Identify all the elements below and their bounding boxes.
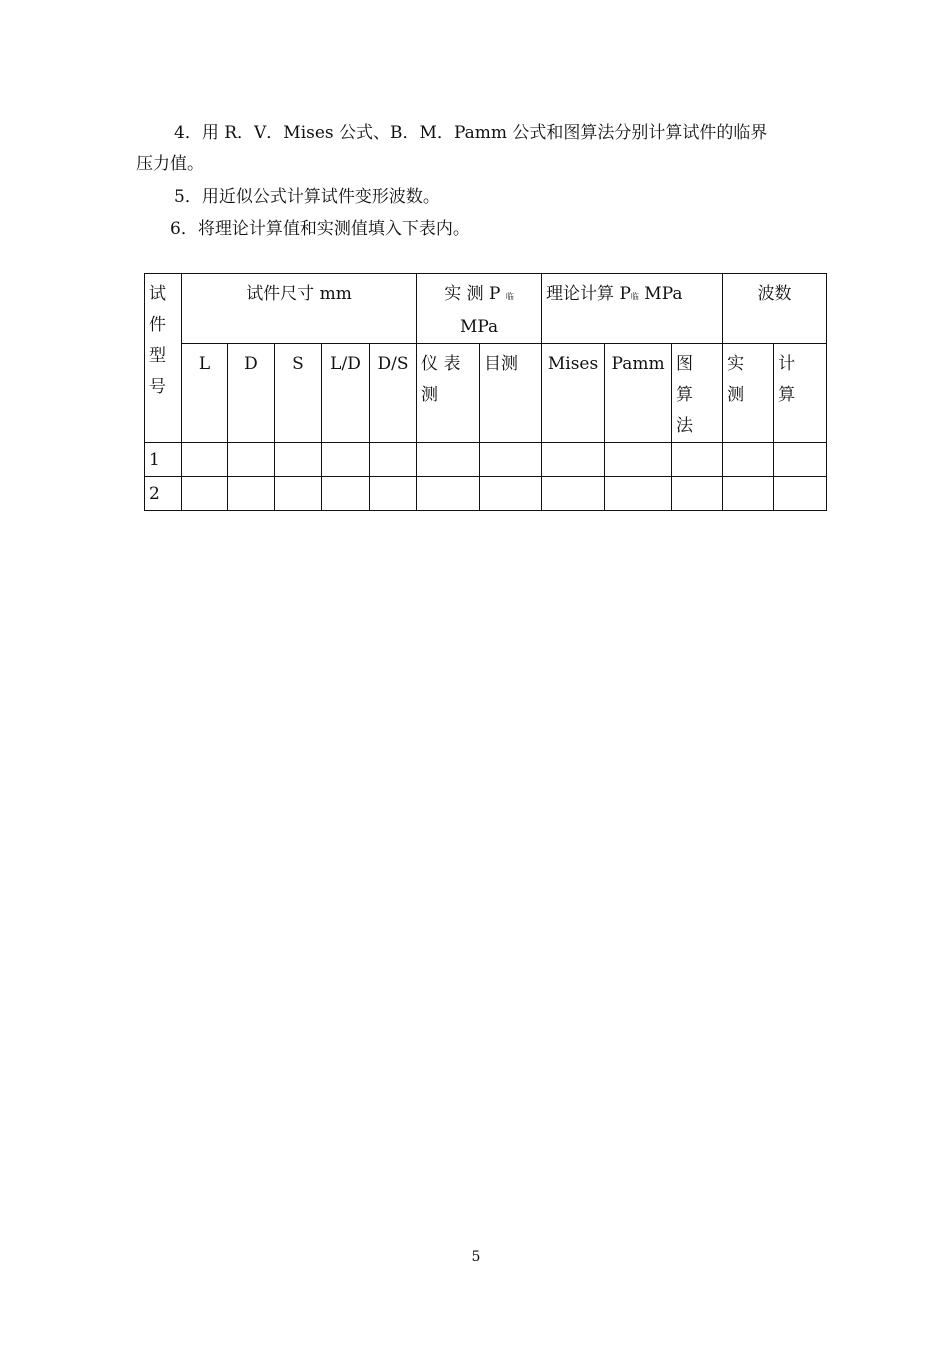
row-number: 2: [145, 477, 182, 511]
header-D-over-S: D/S: [370, 344, 417, 443]
paragraph-item-6: 6．将理论计算值和实测值填入下表内。: [170, 219, 470, 239]
header-visual: 目测: [480, 344, 542, 443]
header-S: S: [275, 344, 322, 443]
header-instrument: 仪 表 测: [417, 344, 480, 443]
paragraph-item-4: 4．用 R．V．Mises 公式、B．M．Pamm 公式和图算法分别计算试件的临界: [174, 123, 768, 143]
header-pamm: Pamm: [605, 344, 672, 443]
header-L: L: [182, 344, 228, 443]
table-header-row: [145, 274, 827, 344]
row-number: 1: [145, 443, 182, 477]
results-table: [144, 273, 827, 511]
table-row: [145, 443, 827, 477]
header-model-no: 试件型号: [145, 274, 182, 443]
paragraph-item-4-continued: 压力值。: [136, 154, 204, 174]
header-D: D: [228, 344, 275, 443]
header-wave-measured: 实测: [723, 344, 774, 443]
header-waves: 波数: [723, 274, 827, 344]
page-number: 5: [471, 1249, 481, 1265]
table-row: [145, 477, 827, 511]
header-graph-method: 图算法: [672, 344, 723, 443]
table-subheader-row: [145, 344, 827, 443]
header-wave-calc: 计算: [774, 344, 827, 443]
header-mises: Mises: [542, 344, 605, 443]
header-theory: 理论计算 P临 MPa: [542, 274, 723, 344]
header-size: 试件尺寸 mm: [182, 274, 417, 344]
header-measured: 实 测 P 临 MPa: [417, 274, 542, 344]
header-L-over-D: L/D: [322, 344, 370, 443]
paragraph-item-5: 5．用近似公式计算试件变形波数。: [174, 187, 440, 207]
